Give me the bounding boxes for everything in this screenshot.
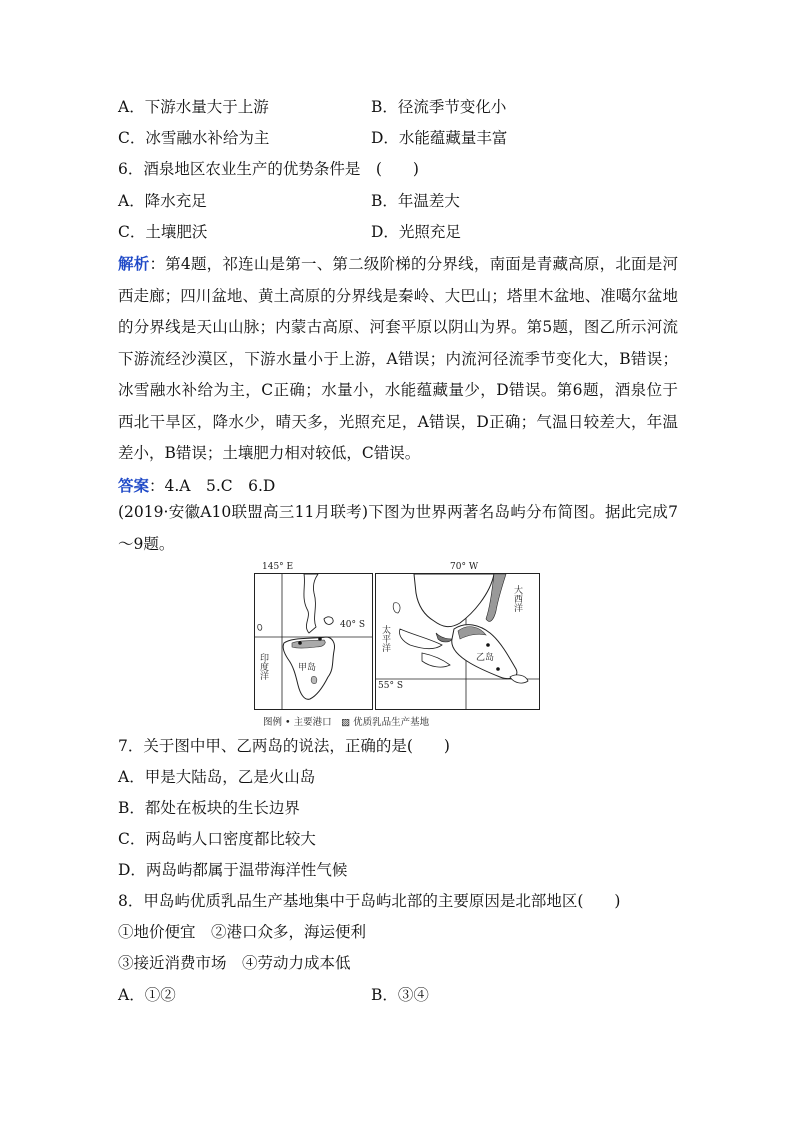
q7-option-a: A．甲是大陆岛，乙是火山岛 <box>118 768 316 786</box>
q6-option-a: A．降水充足 <box>118 192 207 210</box>
analysis-block <box>118 248 678 502</box>
q8-option-a: A．①② <box>118 986 176 1004</box>
analysis-paragraph <box>118 248 678 470</box>
q7-stem: 7．关于图中甲、乙两岛的说法，正确的是( ) <box>118 737 450 755</box>
island-jia-label: 甲岛 <box>298 663 317 673</box>
answer-text: ：4.A 5.C 6.D <box>149 476 276 495</box>
island-yi-label: 乙岛 <box>476 653 495 663</box>
q6-option-b: B．年温差大 <box>371 192 460 210</box>
left-longitude-label: 145° E <box>262 562 294 572</box>
dairy-base-area-jia-small <box>311 676 317 683</box>
tiny-island-shape <box>258 624 262 630</box>
analysis-label: 解析 <box>118 254 150 273</box>
port-dot <box>298 641 302 645</box>
right-longitude-label: 70° W <box>450 562 479 572</box>
map-legend: 图例 • 主要港口 ▨ 优质乳品生产基地 <box>263 717 430 728</box>
answer-label: 答案 <box>118 475 150 495</box>
q5-option-a: A．下游水量大于上游 <box>118 98 269 116</box>
analysis-text: ：第4题，祁连山是第一、第二级阶梯的分界线，南面是青藏高原，北面是河西走廊；四川盆地、黄土高原的分界线是秦岭、大巴山；塔里木盆地、准噶尔盆地的分界线是天山山脉；内蒙古高原、河套平原以阴山为界。第5题，图乙所示河流下游流经沙漠区，下游水量小于上游，A错误；内流河径流季节变化大，B错误；冰雪融水补给为主，C正确；水量小，水能蕴藏量少，D错误。第6题，酒泉位于西北干旱区，降水少，晴天多，光照充足，A错误，D正确；气温日较差大，年温差小，B错误；土壤肥力相对较低，C错误。 <box>118 255 678 462</box>
q8-option-b: B．③④ <box>371 986 429 1004</box>
port-dot <box>496 667 500 671</box>
port-dot <box>486 643 490 647</box>
indian-ocean-label: 印度洋 <box>258 653 268 680</box>
q8-statements-2: ③接近消费市场 ④劳动力成本低 <box>118 954 351 972</box>
port-dot <box>318 637 322 641</box>
right-latitude-label: 55° S <box>378 681 403 691</box>
q8-statements-1: ①地价便宜 ②港口众多，海运便利 <box>118 923 367 941</box>
q7-option-d: D．两岛屿都属于温带海洋性气候 <box>118 861 348 879</box>
q8-stem: 8．甲岛屿优质乳品生产基地集中于岛屿北部的主要原因是北部地区( ) <box>118 892 621 910</box>
q5-option-d: D．水能蕴藏量丰富 <box>371 129 508 147</box>
small-island-shape <box>324 617 333 625</box>
q6-option-d: D．光照充足 <box>371 223 461 241</box>
atlantic-ocean-label: 大西洋 <box>512 585 522 612</box>
q5-option-c: C．冰雪融水补给为主 <box>118 129 270 147</box>
q7-option-b: B．都处在板块的生长边界 <box>118 799 300 817</box>
island-map-svg <box>254 573 540 713</box>
island-map-figure <box>254 562 540 713</box>
left-latitude-label: 40° S <box>340 620 365 630</box>
q5-option-b: B．径流季节变化小 <box>371 98 507 116</box>
q6-option-c: C．土壤肥沃 <box>118 223 208 241</box>
pacific-ocean-label: 太平洋 <box>380 625 390 652</box>
q6-stem: 6．酒泉地区农业生产的优势条件是 ( ) <box>118 160 419 178</box>
intro-paragraph: (2019·安徽A10联盟高三11月联考)下图为世界两著名岛屿分布简图。据此完成7～9题。 <box>118 503 678 553</box>
q7-option-c: C．两岛屿人口密度都比较大 <box>118 830 316 848</box>
